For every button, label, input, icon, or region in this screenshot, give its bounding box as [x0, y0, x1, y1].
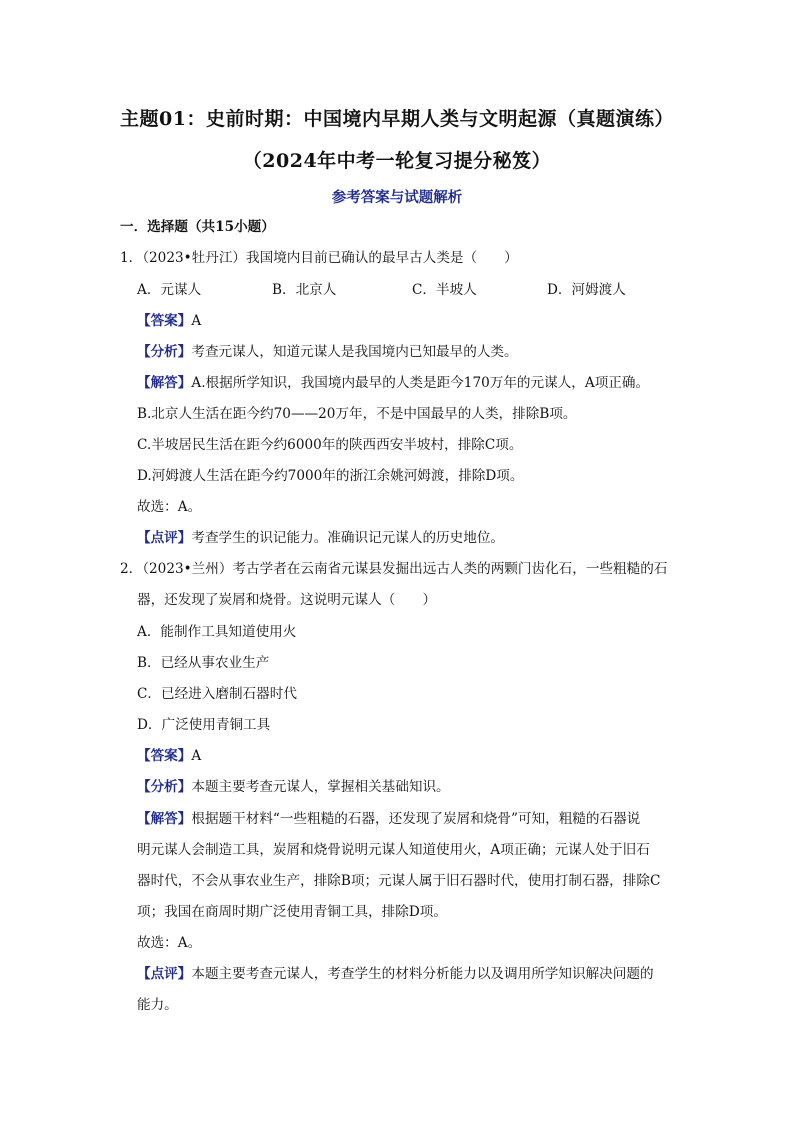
q2-comment-line2: 能力。	[137, 997, 178, 1013]
q2-analysis	[137, 777, 450, 797]
q2-choose: 故选：A。	[137, 935, 202, 951]
q1-option-a: A．元谋人	[137, 282, 202, 298]
q2-option-c: C．已经进入磨制石器时代	[137, 686, 297, 702]
solution-text: A.根据所学知识，我国境内最早的人类是距今170万年的元谋人，A项正确。	[191, 375, 650, 391]
q2-solution-line3: 器时代，不会从事农业生产，排除B项；元谋人属于旧石器时代，使用打制石器，排除C	[137, 873, 661, 889]
q1-solution-c: C.半坡居民生活在距今约6000年的陕西西安半坡村，排除C项。	[137, 437, 523, 453]
comment-tag: 【点评】	[137, 530, 192, 546]
analysis-text: 本题主要考查元谋人，掌握相关基础知识。	[191, 779, 450, 795]
answer-value: A	[191, 313, 202, 329]
q1-comment	[137, 528, 504, 548]
answer-value: A	[191, 748, 202, 764]
q2-solution-line4: 项；我国在商周时期广泛使用青铜工具，排除D项。	[137, 904, 447, 920]
q2-solution-line2: 明元谋人会制造工具，炭屑和烧骨说明元谋人知道使用火，A项正确；元谋人处于旧石	[137, 842, 650, 858]
solution-tag: 【解答】	[137, 375, 192, 391]
q1-answer	[137, 311, 201, 331]
comment-text: 考查学生的识记能力。准确识记元谋人的历史地位。	[191, 530, 505, 546]
q2-option-a: A．能制作工具知道使用火	[137, 624, 297, 640]
q2-stem-line2: 器，还发现了炭屑和烧骨。这说明元谋人（ ）	[137, 592, 437, 608]
q2-option-b: B．已经从事农业生产	[137, 655, 270, 671]
answer-tag: 【答案】	[137, 313, 192, 329]
q1-solution-b: B.北京人生活在距今约70——20万年，不是中国最早的人类，排除B项。	[137, 406, 577, 422]
q1-option-c: C．半坡人	[412, 282, 477, 298]
q1-stem: 1．（2023•牡丹江）我国境内目前已确认的最早古人类是（ ）	[120, 250, 518, 266]
comment-tag: 【点评】	[137, 966, 192, 982]
solution-tag: 【解答】	[137, 811, 192, 827]
analysis-tag: 【分析】	[137, 344, 192, 360]
q2-answer	[137, 746, 201, 766]
comment-text: 本题主要考查元谋人，考查学生的材料分析能力以及调用所学知识解决问题的	[191, 966, 654, 982]
q1-analysis	[137, 342, 518, 362]
q1-solution-d: D.河姆渡人生活在距今约7000年的浙江余姚河姆渡，排除D项。	[137, 468, 524, 484]
answer-tag: 【答案】	[137, 748, 192, 764]
q2-option-d: D．广泛使用青铜工具	[137, 717, 271, 733]
document-title-line2: （2024年中考一轮复习提分秘笈）	[242, 150, 552, 172]
q2-comment	[137, 964, 654, 984]
q1-choose: 故选：A。	[137, 499, 202, 515]
q1-solution	[137, 373, 649, 393]
section-heading: 一．选择题（共15小题）	[120, 219, 275, 235]
q2-stem-line1: 2．（2023•兰州）考古学者在云南省元谋县发掘出远古人类的两颗门齿化石，一些粗糙的石	[120, 561, 668, 577]
analysis-text: 考查元谋人，知道元谋人是我国境内已知最早的人类。	[191, 344, 518, 360]
analysis-tag: 【分析】	[137, 779, 192, 795]
q1-option-b: B．北京人	[272, 282, 337, 298]
q2-solution	[137, 809, 640, 829]
solution-text: 根据题干材料“一些粗糙的石器，还发现了炭屑和烧骨”可知，粗糙的石器说	[191, 811, 641, 827]
document-title-line1: 主题01：史前时期：中国境内早期人类与文明起源（真题演练）	[120, 108, 674, 130]
q1-option-d: D．河姆渡人	[547, 282, 626, 298]
document-subtitle: 参考答案与试题解析	[331, 189, 463, 206]
